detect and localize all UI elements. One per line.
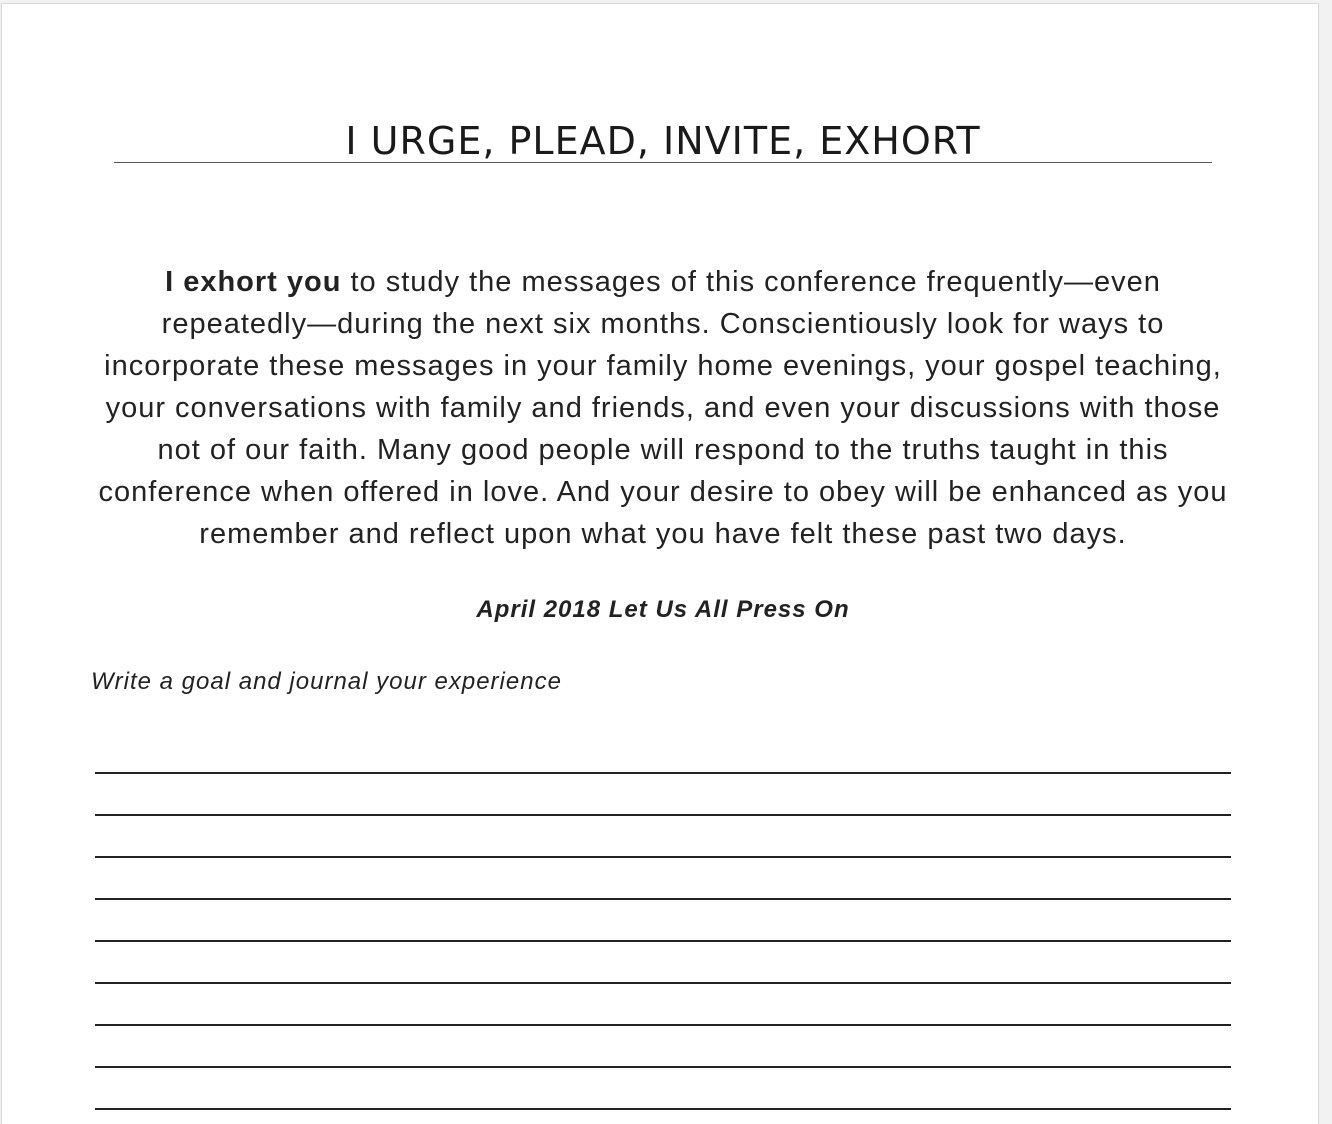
journal-line <box>95 774 1231 816</box>
quote-source: April 2018 Let Us All Press On <box>476 596 850 623</box>
journal-lines <box>95 732 1231 1110</box>
journal-prompt: Write a goal and journal your experience <box>91 668 562 695</box>
quote-lead: I exhort you <box>165 266 342 298</box>
worksheet-page <box>1 3 1319 1124</box>
journal-line <box>95 984 1231 1026</box>
title-underline <box>114 112 1212 163</box>
journal-line <box>95 900 1231 942</box>
journal-line <box>95 1068 1231 1110</box>
quote-body: to study the messages of this conference frequently—even repeatedly—during the next six months. Conscientiously look for ways to incorporate these messages in your family home evenings, your gospel teaching, your conversations with family and friends, and even your discussions with those not of our faith. Many good people will respond to the truths taught in this conference when offered in love. And your desire to obey will be enhanced as you remember and reflect upon what you have felt these past two days. <box>98 266 1228 550</box>
journal-line <box>95 1026 1231 1068</box>
journal-line <box>95 816 1231 858</box>
page-title: I URGE, PLEAD, INVITE, EXHORT <box>345 119 981 163</box>
journal-line <box>95 732 1231 774</box>
quote-paragraph <box>88 261 1238 555</box>
journal-line <box>95 942 1231 984</box>
journal-line <box>95 858 1231 900</box>
